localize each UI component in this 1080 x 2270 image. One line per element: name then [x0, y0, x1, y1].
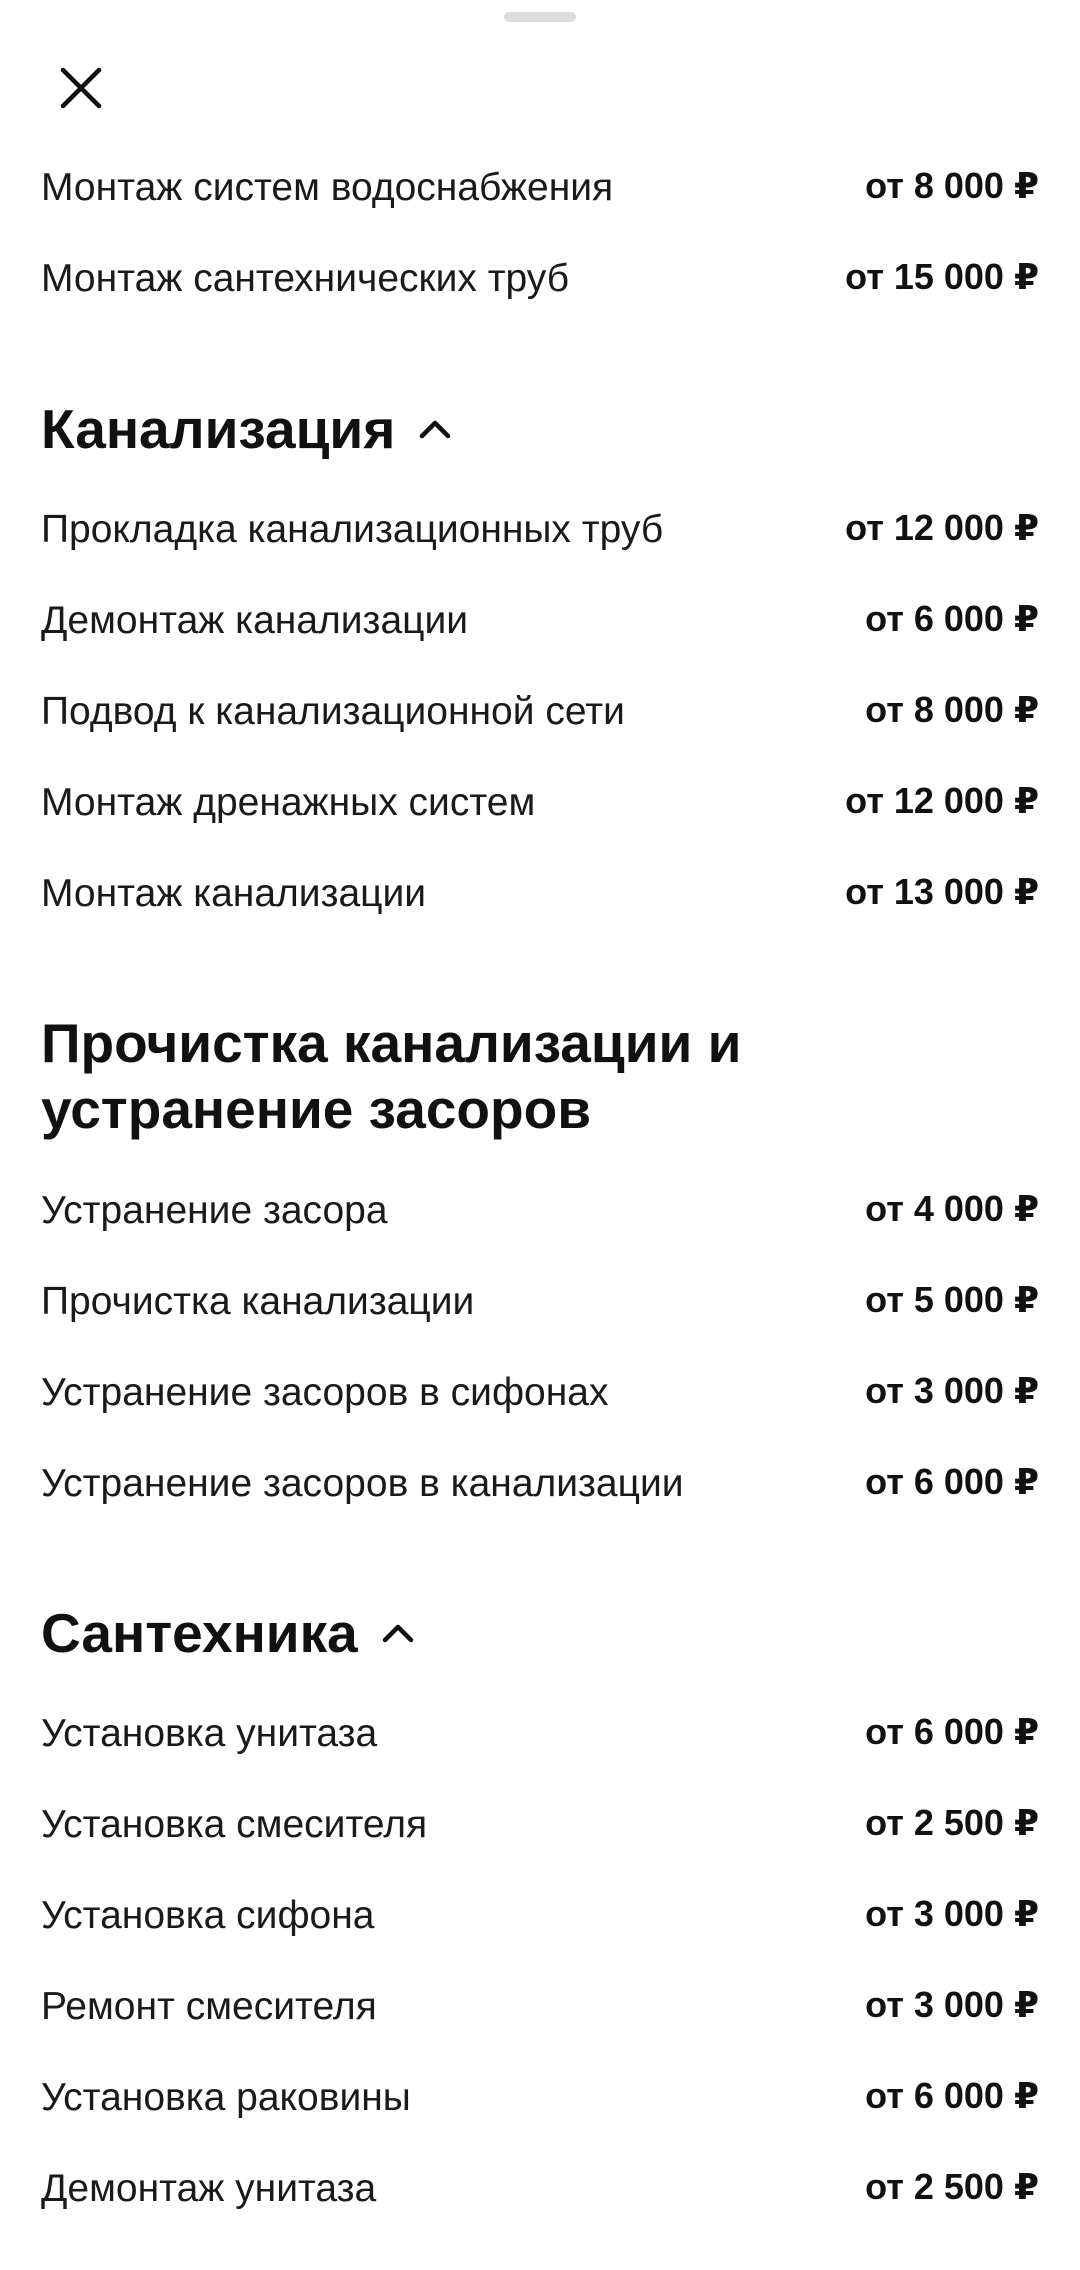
list-item — [41, 596, 1039, 656]
service-name: Ремонт смесителя — [41, 1985, 377, 2028]
list-item — [41, 1800, 1039, 1860]
service-name: Демонтаж унитаза — [41, 2167, 377, 2210]
service-price: от 15 000 ₽ — [845, 256, 1039, 297]
chevron-up-icon — [380, 1621, 416, 1645]
service-price: от 3 000 ₽ — [865, 1893, 1039, 1934]
service-name: Установка смесителя — [41, 1803, 428, 1846]
list-item — [41, 1186, 1039, 1246]
section-title-line2: устранение засоров — [41, 1078, 592, 1140]
service-price: от 4 000 ₽ — [865, 1188, 1039, 1229]
list-item — [41, 1459, 1039, 1519]
service-price: от 12 000 ₽ — [845, 507, 1039, 548]
list-item — [41, 1368, 1039, 1428]
service-name: Установка раковины — [41, 2076, 411, 2119]
list-item — [41, 869, 1039, 929]
service-price: от 6 000 ₽ — [865, 598, 1039, 639]
list-item — [41, 1982, 1039, 2042]
section-title-line1: Прочистка канализации и — [41, 1012, 742, 1074]
service-name: Подвод к канализационной сети — [41, 690, 625, 733]
list-item — [41, 2073, 1039, 2133]
service-name: Устранение засора — [41, 1189, 388, 1232]
list-item — [41, 1891, 1039, 1951]
section-header-prochistka — [41, 1010, 1039, 1142]
close-button[interactable] — [41, 48, 121, 128]
service-name: Установка унитаза — [41, 1712, 378, 1755]
service-price: от 13 000 ₽ — [845, 871, 1039, 912]
service-price: от 6 000 ₽ — [865, 2075, 1039, 2116]
drag-handle[interactable] — [504, 12, 576, 22]
chevron-up-icon — [417, 417, 453, 441]
service-name: Прокладка канализационных труб — [41, 508, 664, 551]
service-name: Монтаж канализации — [41, 872, 427, 915]
service-name: Устранение засоров в канализации — [41, 1462, 684, 1505]
service-price: от 3 000 ₽ — [865, 1984, 1039, 2025]
section-header-kanalizatsiya[interactable] — [41, 396, 1039, 462]
list-item — [41, 1709, 1039, 1769]
section-title: Канализация — [41, 398, 396, 460]
service-name: Демонтаж канализации — [41, 599, 469, 642]
service-price: от 8 000 ₽ — [865, 689, 1039, 730]
service-price: от 2 500 ₽ — [865, 1802, 1039, 1843]
service-price: от 6 000 ₽ — [865, 1711, 1039, 1752]
service-name: Монтаж сантехнических труб — [41, 257, 570, 300]
service-price: от 5 000 ₽ — [865, 1279, 1039, 1320]
service-price: от 3 000 ₽ — [865, 1370, 1039, 1411]
service-price: от 6 000 ₽ — [865, 1461, 1039, 1502]
list-item — [41, 163, 1039, 223]
service-name: Устранение засоров в сифонах — [41, 1371, 609, 1414]
list-item — [41, 505, 1039, 565]
service-price: от 2 500 ₽ — [865, 2166, 1039, 2207]
list-item — [41, 778, 1039, 838]
close-icon — [59, 66, 103, 110]
section-header-santekhnika[interactable] — [41, 1600, 1039, 1666]
service-name: Прочистка канализации — [41, 1280, 475, 1323]
service-price: от 8 000 ₽ — [865, 165, 1039, 206]
service-name: Монтаж систем водоснабжения — [41, 166, 614, 209]
service-price: от 12 000 ₽ — [845, 780, 1039, 821]
list-item — [41, 2164, 1039, 2224]
list-item — [41, 687, 1039, 747]
list-item — [41, 1277, 1039, 1337]
service-name: Установка сифона — [41, 1894, 375, 1937]
section-title: Сантехника — [41, 1602, 358, 1664]
service-name: Монтаж дренажных систем — [41, 781, 536, 824]
list-item — [41, 254, 1039, 314]
